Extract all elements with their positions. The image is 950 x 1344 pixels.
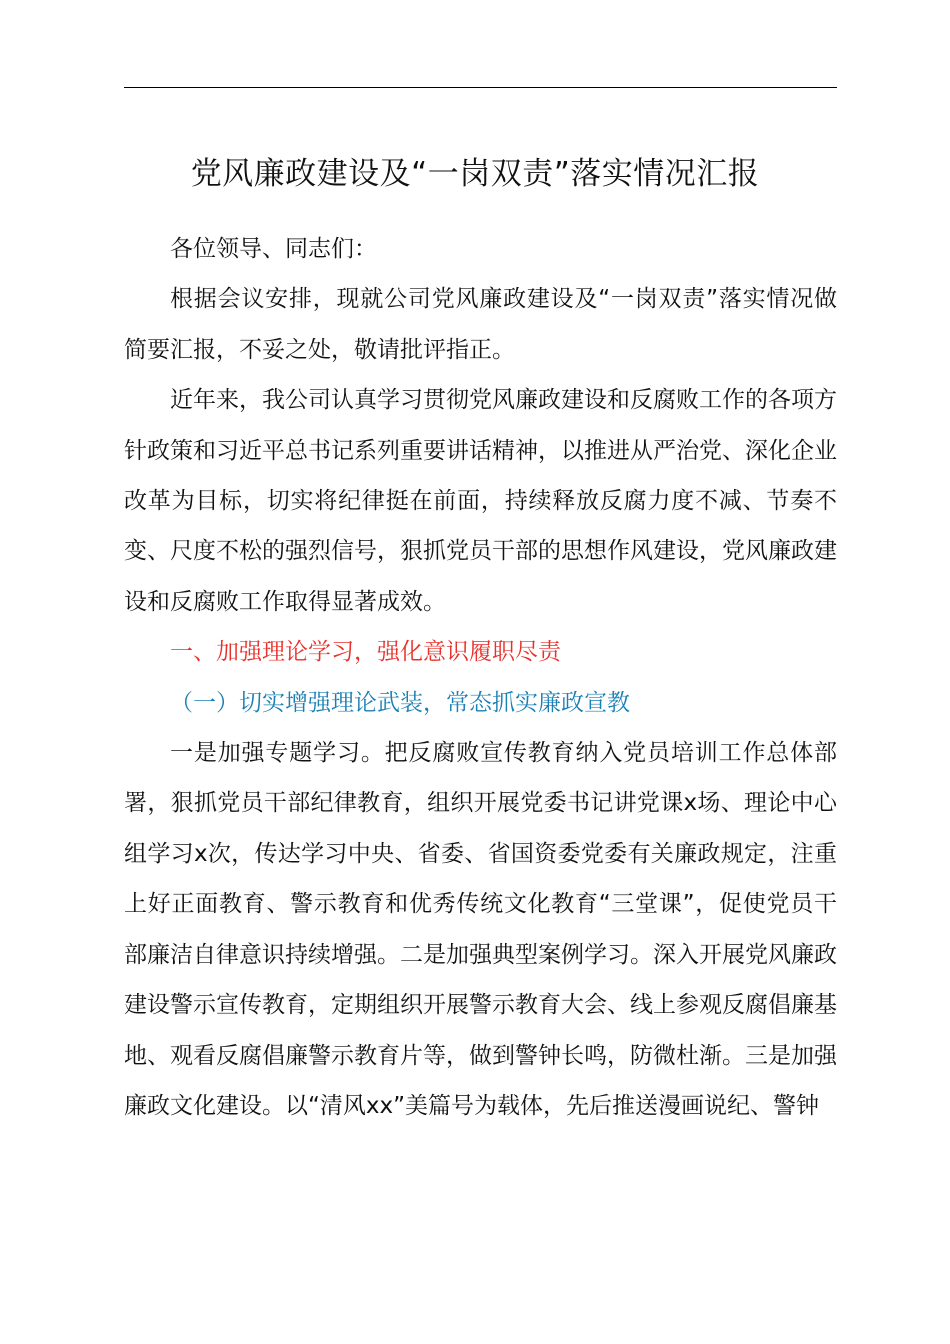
- header-rule: [124, 87, 837, 88]
- paragraph-intro: 根据会议安排，现就公司党风廉政建设及“一岗双责”落实情况做简要汇报，不妥之处，敬请批评指正。: [124, 286, 837, 363]
- paragraph-overview: 近年来，我公司认真学习贯彻党风廉政建设和反腐败工作的各项方针政策和习近平总书记系列重要讲话精神，以推进从严治党、深化企业改革为目标，切实将纪律挺在前面，持续释放反腐力度不减、节奏不变、尺度不松的强烈信号，狠抓党员干部的思想作风建设，党风廉政建设和反腐败工作取得显著成效。: [124, 387, 837, 615]
- document-body: [124, 224, 837, 1131]
- subsection-heading-1: （一）切实增强理论武装，常态抓实廉政宣教: [170, 689, 630, 716]
- section-heading-1: 一、加强理论学习，强化意识履职尽责: [170, 639, 561, 666]
- document-title: 党风廉政建设及“一岗双责”落实情况汇报: [190, 156, 760, 192]
- paragraph-section1: 一是加强专题学习。把反腐败宣传教育纳入党员培训工作总体部署，狠抓党员干部纪律教育，组织开展党委书记讲党课x场、理论中心组学习x次，传达学习中央、省委、省国资委党委有关廉政规定，注重上好正面教育、警示教育和优秀传统文化教育“三堂课”，促使党员干部廉洁自律意识持续增强。二是加强典型案例学习。深入开展党风廉政建设警示宣传教育，定期组织开展警示教育大会、线上参观反腐倡廉基地、观看反腐倡廉警示教育片等，做到警钟长鸣，防微杜渐。三是加强廉政文化建设。以“清风xx”美篇号为载体，先后推送漫画说纪、警钟: [124, 740, 837, 1119]
- greeting: 各位领导、同志们：: [170, 236, 377, 262]
